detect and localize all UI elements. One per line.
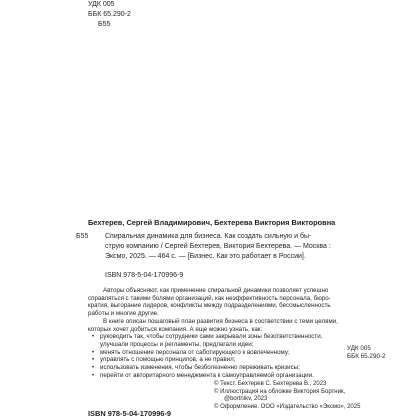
description-line: Спиральная динамика для бизнеса. Как создать сильную и бы-	[105, 233, 312, 240]
bullet-item-continuation: улучшали процессы и регламенты, предлагали идеи;	[100, 340, 254, 348]
annotation-line: В книге описан пошаговый план развития бизнеса в соответствии с теми целями,	[103, 317, 338, 325]
description-line: струю компанию / Сергей Бехтерев, Виктория Бехтерева. — Москва :	[105, 243, 331, 250]
bullet-item: перейти от авторитарного менеджмента к самоуправляемой организации.	[100, 371, 314, 379]
bullet-item: руководить так, чтобы сотрудники сами закрывали зоны безответственности,	[100, 333, 323, 341]
description-line: Эксмо, 2025. — 464 с. — [Бизнес. Как это работает в России].	[105, 253, 306, 260]
copyright-line: © Иллюстрация на обложке Виктория Бортник,	[214, 388, 346, 395]
author-heading: Бехтерев, Сергей Владимирович, Бехтерева Виктория Викторовна	[88, 218, 336, 227]
footer-isbn: ISBN 978-5-04-170996-9	[88, 409, 171, 418]
annotation-line: Авторы объясняют, как применение спиральной динамики позволяет успешно	[103, 287, 329, 294]
bullet-marker: •	[92, 348, 95, 356]
record-author-mark: Б55	[76, 233, 89, 240]
bullet-marker: •	[92, 356, 95, 364]
annotation-line: справляться с такими болями организаций, как неэффективность персонала, бюро-	[88, 294, 331, 302]
right-udk-code: УДК 005	[347, 345, 371, 352]
bullet-marker: •	[92, 364, 95, 371]
record-isbn: ISBN 978-5-04-170996-9	[105, 272, 184, 279]
copyright-line: © Текст. Бехтерев С. Бехтерева В., 2023	[214, 381, 327, 387]
annotation-line: работы и многие другие.	[88, 310, 159, 318]
copyright-line: @bortnikv, 2023	[224, 396, 268, 402]
top-udk-code: УДК 005	[88, 1, 115, 8]
copyright-line: © Оформление. ООО «Издательство «Эксмо», 2025	[214, 403, 361, 410]
right-bbk-code: ББК 65.290-2	[347, 353, 386, 360]
top-author-mark: Б55	[98, 20, 111, 28]
bullet-item: управлять с помощью принципов, а не правил;	[100, 356, 236, 364]
annotation-line: которых хочет добиться компания. А еще можно узнать, как:	[88, 325, 263, 333]
bullet-item: менять отношение персонала от саботирующего к вовлеченному;	[100, 348, 290, 356]
annotation-line: кратия, выгорание лидеров, конфликты между подразделениями, бессмысленность	[88, 302, 331, 310]
bullet-item: использовать изменения, чтобы безболезненно переживать кризисы;	[100, 364, 300, 371]
top-bbk-code: ББК 65.290-2	[88, 10, 131, 18]
bullet-marker: •	[92, 333, 95, 341]
bullet-marker: •	[92, 371, 95, 379]
